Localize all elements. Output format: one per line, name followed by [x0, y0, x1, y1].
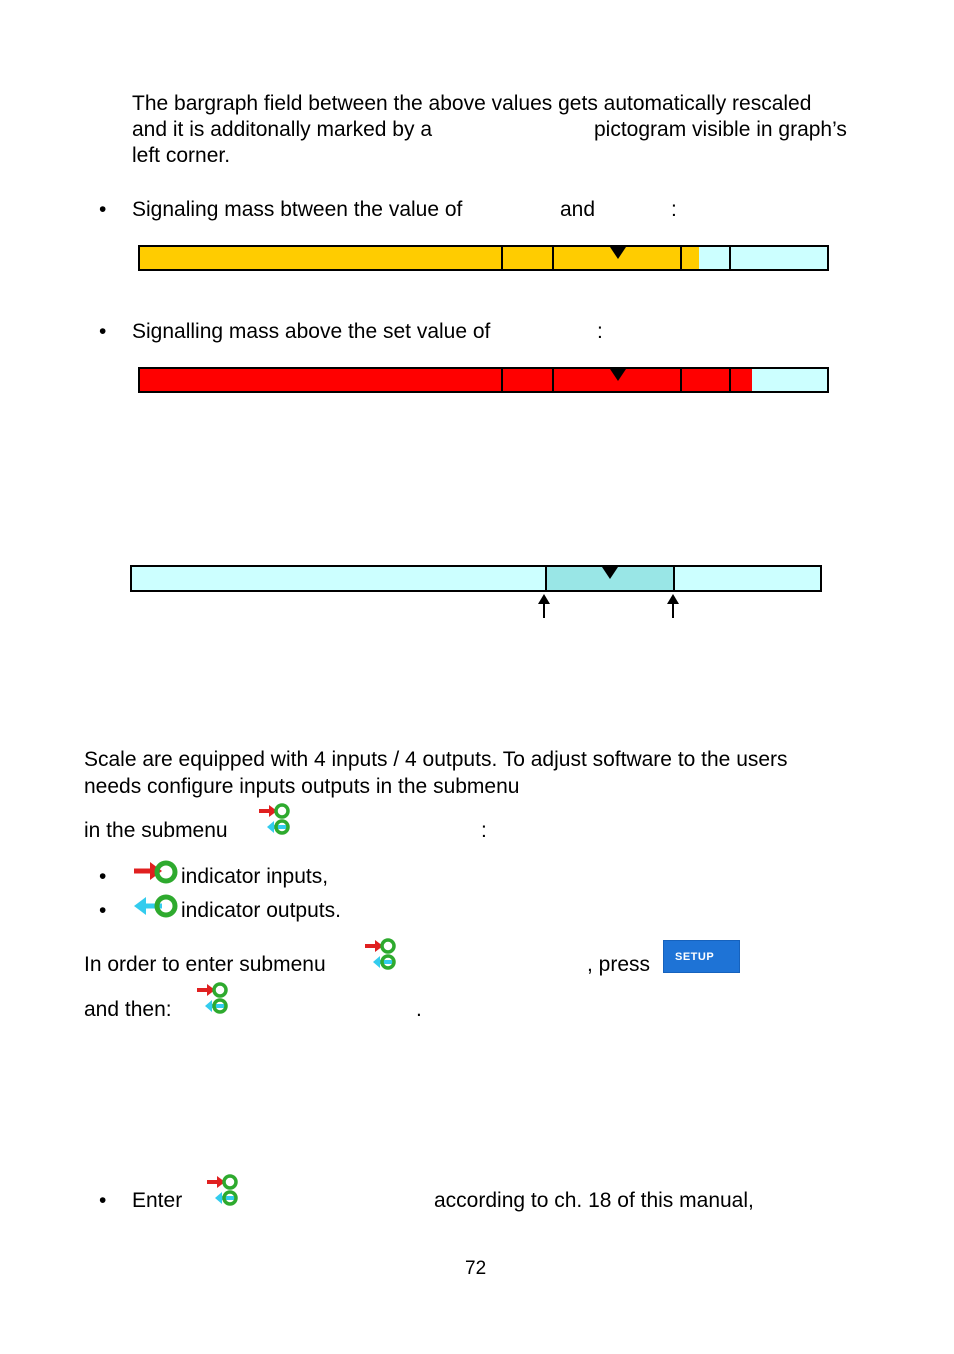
intro-line-2a: and it is additonally marked by a — [132, 118, 432, 141]
bargraph-divider — [552, 247, 554, 269]
bargraph-empty — [130, 565, 822, 592]
io-para-line-2: needs configure inputs outputs in the submenu — [84, 775, 520, 798]
inputs-outputs-icon — [363, 935, 397, 973]
bargraph-fill — [140, 369, 752, 391]
between-text-c: : — [671, 198, 677, 221]
enter-submenu-prefix: In order to enter submenu — [84, 953, 326, 976]
bargraph-divider — [552, 369, 554, 391]
input-arrow-icon — [132, 858, 178, 886]
between-text-a: Signaling mass btween the value of — [132, 198, 463, 221]
above-text-a: Signalling mass above the set value of — [132, 320, 491, 343]
inputs-outputs-icon — [257, 800, 291, 838]
inputs-outputs-icon — [195, 979, 229, 1017]
inputs-label: indicator inputs, — [181, 865, 329, 888]
submenu-prefix: in the submenu — [84, 819, 228, 842]
threshold-arrow-icon — [667, 594, 679, 618]
and-then-text: and then: — [84, 998, 172, 1021]
bargraph-divider — [501, 369, 503, 391]
submenu-colon: : — [481, 819, 487, 842]
between-text-b: and — [560, 198, 596, 221]
bargraph-divider — [680, 369, 682, 391]
bargraph-above — [138, 367, 829, 393]
bullet-dot — [99, 864, 106, 890]
intro-line-1: The bargraph field between the above values gets automatically rescaled — [132, 92, 812, 115]
bargraph-divider — [673, 567, 675, 590]
bullet-dot — [99, 1188, 106, 1214]
bullet-dot — [99, 319, 106, 345]
outputs-label: indicator outputs. — [181, 899, 341, 922]
and-then-dot: . — [416, 998, 422, 1021]
setup-button[interactable]: SETUP — [663, 940, 740, 973]
target-marker-icon — [610, 369, 626, 381]
bargraph-between — [138, 245, 829, 271]
bargraph-background — [132, 567, 820, 590]
output-arrow-icon — [132, 892, 178, 920]
target-marker-icon — [610, 247, 626, 259]
bargraph-divider — [729, 369, 731, 391]
threshold-arrow-icon — [538, 594, 550, 618]
bargraph-divider — [545, 567, 547, 590]
enter-item-suffix: according to ch. 18 of this manual, — [434, 1189, 754, 1212]
enter-item-prefix: Enter — [132, 1189, 183, 1212]
page-number: 72 — [465, 1258, 487, 1279]
bullet-dot — [99, 898, 106, 924]
intro-line-3: left corner. — [132, 144, 231, 167]
inputs-outputs-icon — [205, 1171, 239, 1209]
above-text-c: : — [597, 320, 603, 343]
bullet-dot — [99, 197, 106, 223]
bargraph-divider — [729, 247, 731, 269]
bargraph-divider — [680, 247, 682, 269]
target-marker-icon — [602, 567, 618, 579]
bargraph-divider — [501, 247, 503, 269]
io-para-line-1: Scale are equipped with 4 inputs / 4 outputs. To adjust software to the users — [84, 748, 788, 771]
intro-line-2b: pictogram visible in graph’s — [594, 118, 847, 141]
enter-press-text: , press — [587, 953, 651, 976]
